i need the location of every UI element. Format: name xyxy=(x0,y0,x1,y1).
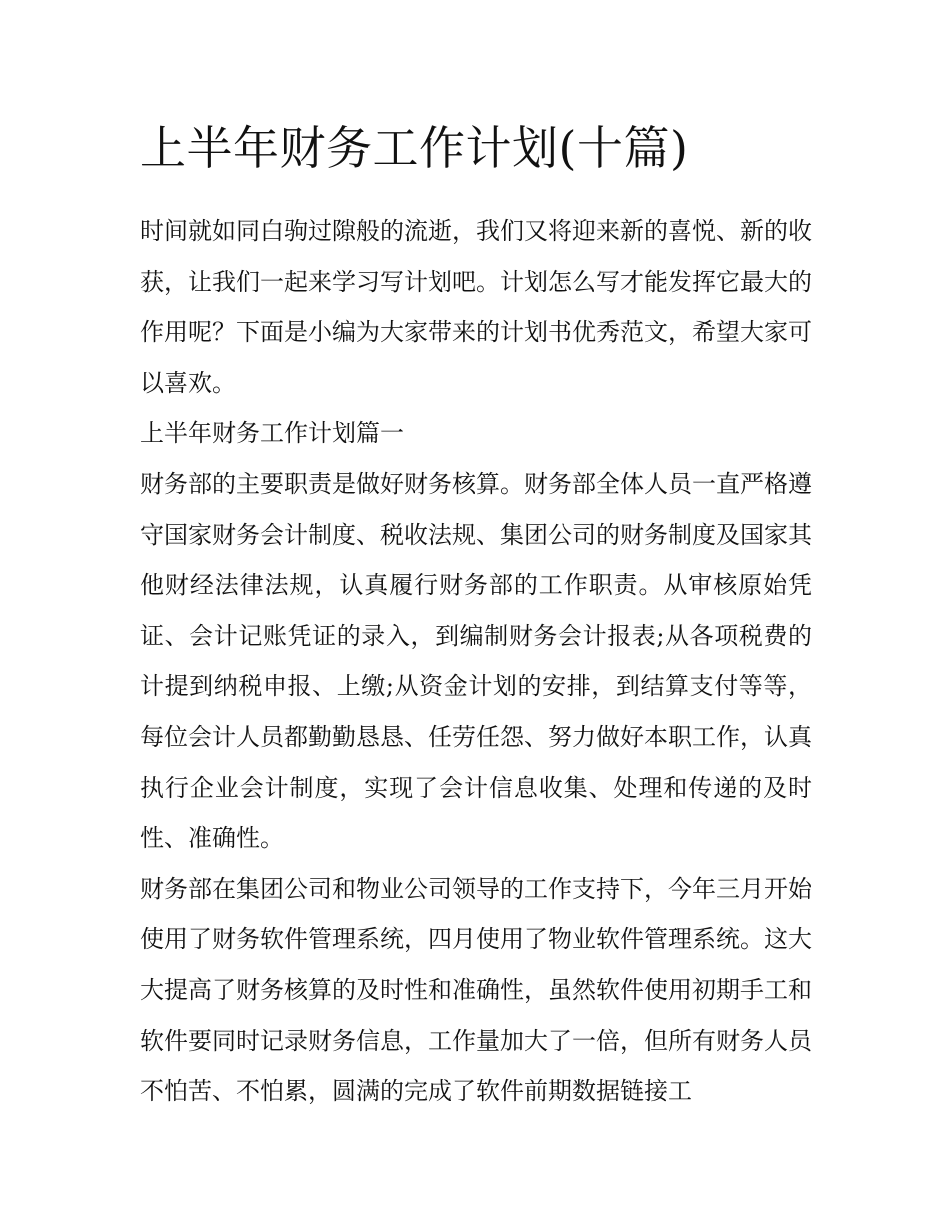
document-content xyxy=(140,118,812,1117)
document-title: 上半年财务工作计划(十篇) xyxy=(140,121,689,175)
section-heading: 上半年财务工作计划篇一 xyxy=(140,419,404,448)
intro-paragraph: 时间就如同白驹过隙般的流逝，我们又将迎来新的喜悦、新的收获，让我们一起来学习写计划吧。计划怎么写才能发挥它最大的作用呢？下面是小编为大家带来的计划书优秀范文，希望大家可以喜欢。 xyxy=(140,217,812,397)
body-paragraph-2: 财务部在集团公司和物业公司领导的工作支持下，今年三月开始使用了财务软件管理系统，四月使用了物业软件管理系统。这大大提高了财务核算的及时性和准确性，虽然软件使用初期手工和软件要同时记录财务信息，工作量加大了一倍，但所有财务人员不怕苦、不怕累，圆满的完成了软件前期数据链接工 xyxy=(140,874,812,1106)
body-paragraph-1: 财务部的主要职责是做好财务核算。财务部全体人员一直严格遵守国家财务会计制度、税收法规、集团公司的财务制度及国家其他财经法律法规，认真履行财务部的工作职责。从审核原始凭证、会计记账凭证的录入，到编制财务会计报表;从各项税费的计提到纳税申报、上缴;从资金计划的安排，到结算支付等等，每位会计人员都勤勤恳恳、任劳任怨、努力做好本职工作，认真执行企业会计制度，实现了会计信息收集、处理和传递的及时性、准确性。 xyxy=(140,469,812,853)
